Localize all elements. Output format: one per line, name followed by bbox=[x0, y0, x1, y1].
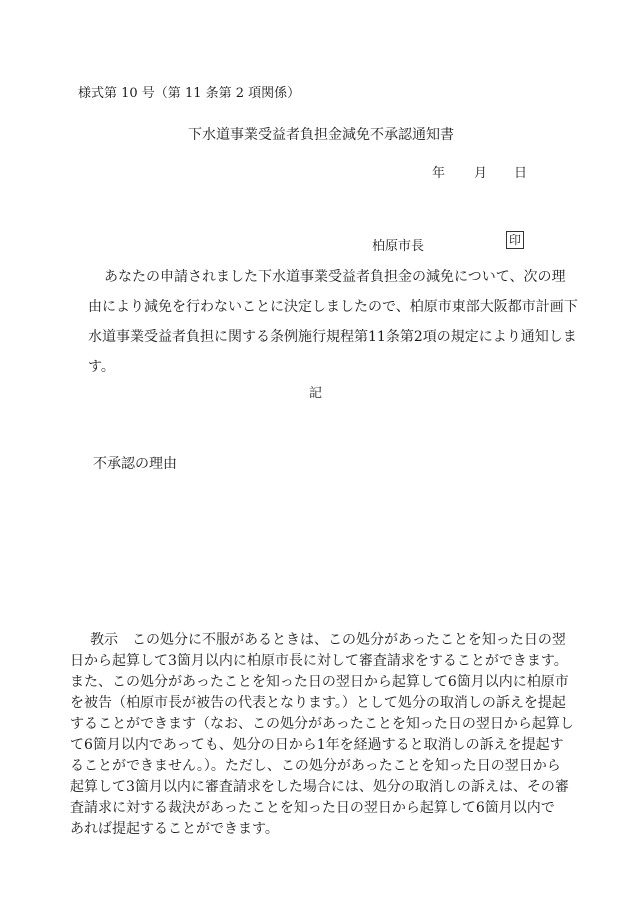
body-paragraph bbox=[88, 262, 578, 382]
notice-line: することができます（なお、この処分があったことを知った日の翌日から起算し bbox=[70, 716, 574, 732]
date-year: 年 bbox=[432, 166, 446, 181]
body-line: 由により減免を行わないことに決定しましたので、柏原市東部大阪都市計画下 bbox=[88, 299, 578, 315]
notice-line: 教示 この処分に不服があるときは、この処分があったことを知った日の翌 bbox=[90, 632, 566, 648]
notice-line: ることができません。）。ただし、この処分があったことを知った日の翌日から bbox=[70, 758, 561, 774]
date-day: 日 bbox=[514, 166, 528, 181]
notice-line: を被告（柏原市長が被告の代表となります。）として処分の取消しの訴えを提起 bbox=[70, 695, 566, 711]
notice-line: 査請求に対する裁決があったことを知った日の翌日から起算して6箇月以内で bbox=[70, 800, 555, 816]
notice-line: 日から起算して3箇月以内に柏原市長に対して審査請求をすることができます。 bbox=[70, 653, 568, 669]
body-line: す。 bbox=[88, 359, 115, 375]
notice-paragraph bbox=[70, 630, 590, 840]
form-number: 様式第 10 号（第 11 条第 2 項関係） bbox=[78, 86, 301, 101]
notice-line: あれば提起することができます。 bbox=[70, 821, 279, 837]
body-line: あなたの申請されました下水道事業受益者負担金の減免について、次の理 bbox=[104, 269, 566, 285]
document-title: 下水道事業受益者負担金減免不承認通知書 bbox=[188, 127, 454, 143]
ki-heading: 記 bbox=[309, 386, 323, 401]
notice-line: また、この処分があったことを知った日の翌日から起算して6箇月以内に柏原市 bbox=[70, 674, 569, 690]
date-month: 月 bbox=[474, 166, 488, 181]
notice-line: て6箇月以内であっても、処分の日から1年を経過すると取消しの訴えを提起す bbox=[70, 737, 564, 753]
notice-line: 起算して3箇月以内に審査請求をした場合には、処分の取消しの訴えは、その審 bbox=[70, 779, 569, 795]
issuer-name: 柏原市長 bbox=[372, 239, 425, 254]
seal-mark: 印 bbox=[506, 231, 524, 249]
body-line: 水道事業受益者負担に関する条例施行規程第11条第2項の規定により通知しま bbox=[88, 329, 577, 345]
reason-label: 不承認の理由 bbox=[93, 456, 177, 472]
